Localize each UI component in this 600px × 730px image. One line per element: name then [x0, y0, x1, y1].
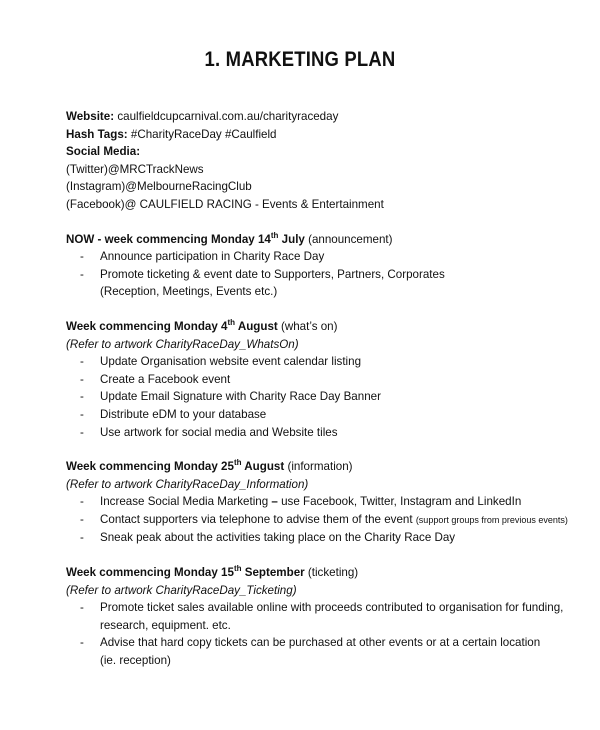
- hashtags-line: [66, 126, 586, 144]
- list-item-continuation: (ie. reception): [100, 654, 171, 668]
- section-note: (announcement): [304, 232, 393, 246]
- social-facebook: (Facebook)@ CAULFIELD RACING - Events & Entertainment: [66, 197, 384, 211]
- dash-bullet: -: [80, 495, 84, 509]
- dash-bullet: -: [80, 512, 84, 526]
- section-heading-month: July: [278, 232, 305, 246]
- section4-list-b: [66, 634, 586, 652]
- section-note: (ticketing): [304, 566, 359, 580]
- list-item: - Update Email Signature with Charity Race Day Banner: [66, 388, 586, 406]
- dash-bullet: -: [80, 636, 84, 650]
- section4-list: [66, 599, 586, 617]
- section1-list: [66, 248, 586, 283]
- dash-bullet: -: [80, 355, 84, 369]
- list-item: - Distribute eDM to your database: [66, 406, 586, 424]
- section-heading-month: September: [241, 566, 305, 580]
- ordinal-suffix: th: [233, 458, 242, 468]
- section-note: (information): [284, 460, 353, 474]
- social-instagram: (Instagram)@MelbourneRacingClub: [66, 180, 252, 194]
- social-media-label: Social Media:: [66, 145, 141, 159]
- artwork-reference: (Refer to artwork CharityRaceDay_Information): [66, 477, 309, 491]
- ordinal-suffix: th: [233, 564, 242, 574]
- list-item: - Advise that hard copy tickets can be purchased at other events or at a certain location: [66, 634, 586, 652]
- section-heading-text: Week commencing Monday 4: [66, 319, 228, 333]
- list-item: - Promote ticket sales available online with proceeds contributed to organisation for funding,: [66, 599, 586, 617]
- list-item: - Promote ticketing & event date to Supporters, Partners, Corporates: [66, 266, 586, 284]
- section-heading-text: Week commencing Monday 15: [66, 566, 234, 580]
- dash-bullet: -: [80, 250, 84, 264]
- ordinal-suffix: th: [227, 318, 236, 328]
- artwork-reference: (Refer to artwork CharityRaceDay_Ticketing): [66, 583, 297, 597]
- list-item-continuation: research, equipment. etc.: [100, 618, 231, 632]
- website-label: Website:: [66, 110, 115, 123]
- section-heading-month: August: [235, 319, 278, 333]
- list-item: - Increase Social Media Marketing – use Facebook, Twitter, Instagram and LinkedIn: [66, 493, 586, 511]
- dash-bullet: -: [80, 531, 84, 545]
- section-note: (what’s on): [277, 319, 338, 333]
- hashtags-label: Hash Tags:: [66, 127, 128, 141]
- list-item: - Use artwork for social media and Website tiles: [66, 424, 586, 442]
- page-title: 1. MARKETING PLAN: [204, 48, 396, 71]
- artwork-reference: (Refer to artwork CharityRaceDay_WhatsOn): [66, 337, 299, 351]
- dash-bullet: -: [80, 407, 84, 421]
- section-heading-month: August: [241, 460, 285, 474]
- list-item: - Update Organisation website event calendar listing: [66, 353, 586, 371]
- section-heading-text: NOW - week commencing Monday 14: [66, 232, 271, 246]
- list-item: - Sneak peak about the activities taking place on the Charity Race Day: [66, 529, 586, 547]
- dash-bullet: -: [80, 372, 84, 386]
- dash-bullet: -: [80, 425, 84, 439]
- section-heading-now: [66, 231, 586, 249]
- website-line: [66, 108, 586, 126]
- ordinal-suffix: th: [270, 230, 279, 240]
- document-body: [66, 108, 586, 670]
- list-item-continuation: (Reception, Meetings, Events etc.): [100, 285, 278, 299]
- hashtags-value: #CharityRaceDay #Caulfield: [130, 127, 277, 141]
- website-value: caulfieldcupcarnival.com.au/charityraceday: [117, 110, 339, 123]
- section3-list: [66, 493, 586, 547]
- section-heading-text: Week commencing Monday 25: [66, 460, 234, 474]
- dash-bullet: -: [80, 390, 84, 404]
- list-item: - Create a Facebook event: [66, 371, 586, 389]
- list-item: - Contact supporters via telephone to advise them of the event (support groups from previous events): [66, 511, 586, 530]
- section-heading-sep15: [66, 564, 586, 582]
- section2-list: [66, 353, 586, 441]
- section-heading-aug4: [66, 318, 586, 336]
- list-item: - Announce participation in Charity Race Day: [66, 248, 586, 266]
- section-heading-aug25: [66, 458, 586, 476]
- dash-bullet: -: [80, 601, 84, 615]
- social-twitter: (Twitter)@MRCTrackNews: [66, 162, 204, 176]
- dash-bullet: -: [80, 267, 84, 281]
